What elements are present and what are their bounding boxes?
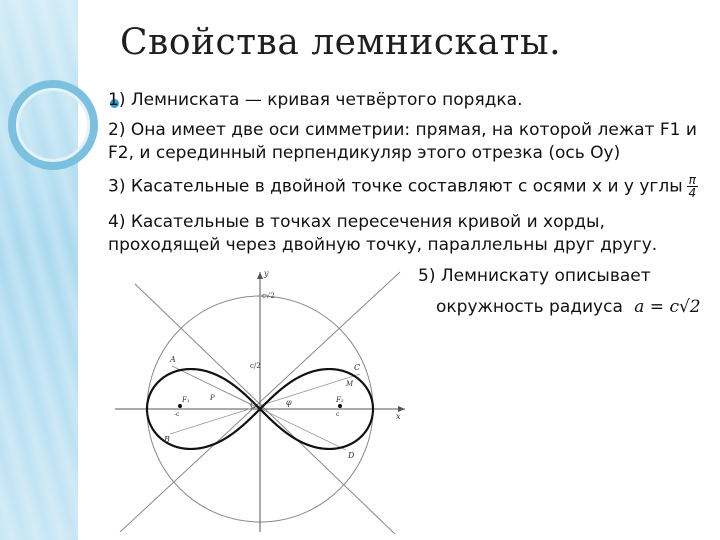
label-C: C — [354, 363, 361, 372]
lemniscate-diagram — [110, 262, 410, 534]
property-4-line-2: проходящей через двойную точку, параллельны друг другу. — [108, 235, 658, 255]
label-c-root2: c√2 — [262, 292, 275, 300]
radius-formula: a = c√2 — [634, 297, 701, 317]
property-5-prefix: окружность радиуса — [436, 297, 623, 317]
property-2-line-2: F2, и серединный перпендикуляр этого отрезка (ось Оу) — [108, 143, 621, 163]
decorative-ring-inner — [16, 88, 90, 162]
label-c: c — [336, 411, 340, 418]
label-A: A — [170, 355, 176, 364]
property-3-text: 3) Касательные в двойной точке составляют с осями х и у углы — [108, 176, 683, 197]
property-1: 1) Лемниската — кривая четвёртого порядка. — [108, 90, 523, 110]
label-y: y — [264, 269, 269, 278]
label-F2: F₂ — [336, 396, 344, 404]
label-x: x — [396, 412, 401, 421]
property-2-line-1: 2) Она имеет две оси симметрии: прямая, на которой лежат F1 и — [108, 120, 697, 140]
label-phi: φ — [286, 398, 292, 407]
label-P: P — [210, 394, 215, 402]
fraction-numerator: π — [688, 173, 696, 187]
fraction-denominator: 4 — [688, 186, 697, 200]
label-minus-c: -c — [174, 411, 180, 418]
property-5-line-1: 5) Лемнискату описывает — [418, 266, 651, 286]
label-B: B — [164, 435, 170, 444]
property-5-line-2 — [436, 295, 701, 319]
y-axis-arrow — [257, 272, 263, 279]
label-F1: F₁ — [182, 396, 190, 404]
label-M: M — [346, 380, 354, 388]
focus-f2-point — [338, 404, 342, 408]
angle-fraction — [687, 174, 698, 199]
focus-f1-point — [178, 404, 182, 408]
label-origin: O — [250, 401, 257, 410]
label-D: D — [348, 451, 355, 460]
label-c-half: c/2 — [250, 362, 261, 370]
property-3 — [108, 174, 698, 199]
slide-title: Свойства лемнискаты. — [120, 22, 562, 63]
property-4-line-1: 4) Касательные в точках пересечения кривой и хорды, — [108, 212, 605, 232]
